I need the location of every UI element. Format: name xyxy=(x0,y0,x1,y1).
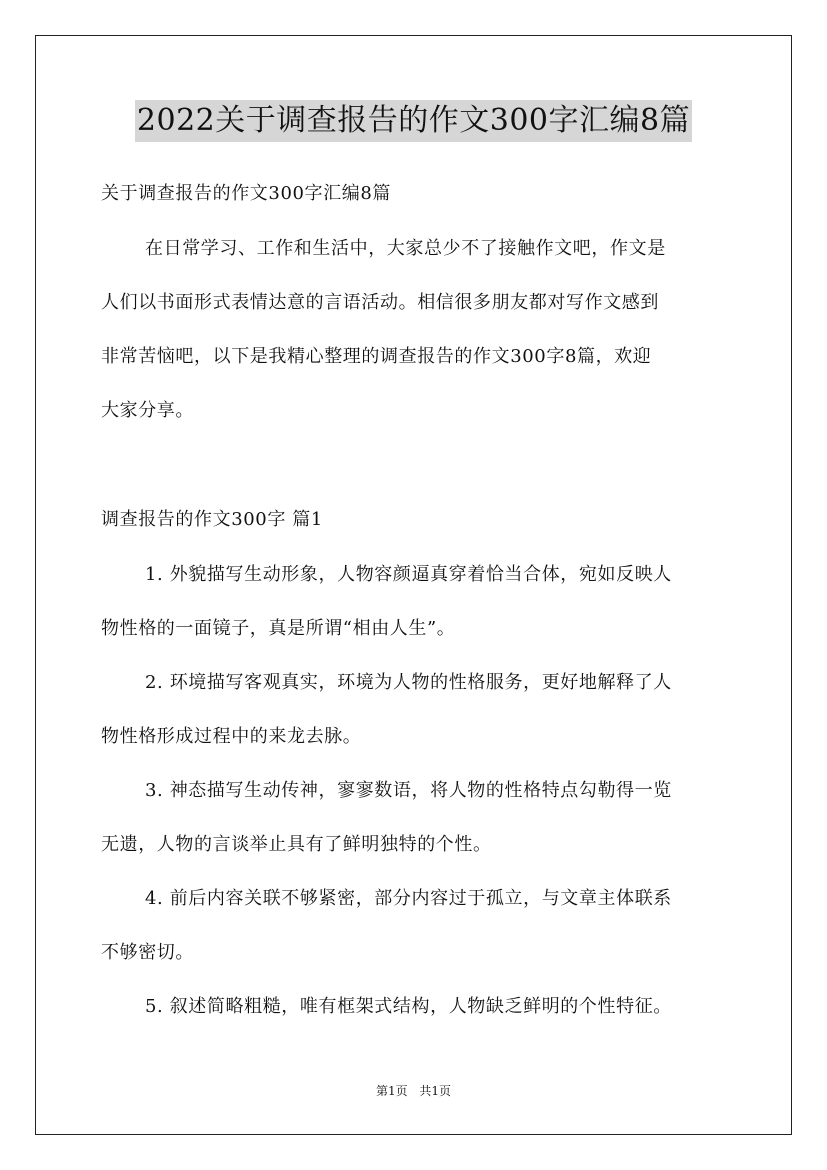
body-line: 1. 外貌描写生动形象，人物容颜逼真穿着恰当合体，宛如反映人 xyxy=(145,564,672,585)
document-title: 2022关于调查报告的作文300字汇编8篇 xyxy=(135,100,692,142)
title-block xyxy=(0,100,827,142)
section-heading: 调查报告的作文300字 篇1 xyxy=(101,509,323,530)
intro-line: 非常苦恼吧，以下是我精心整理的调查报告的作文300字8篇，欢迎 xyxy=(101,346,652,367)
body-line: 4. 前后内容关联不够紧密，部分内容过于孤立，与文章主体联系 xyxy=(145,888,672,909)
intro-line: 在日常学习、工作和生活中，大家总少不了接触作文吧，作文是 xyxy=(145,238,666,259)
page-number: 第1页 xyxy=(375,1084,408,1098)
body-line: 5. 叙述简略粗糙，唯有框架式结构，人物缺乏鲜明的个性特征。 xyxy=(145,996,672,1017)
page-footer xyxy=(0,1083,827,1099)
body-line: 物性格的一面镜子，真是所谓“相由人生”。 xyxy=(101,618,456,639)
body-line: 物性格形成过程中的来龙去脉。 xyxy=(101,726,362,747)
subtitle-line: 关于调查报告的作文300字汇编8篇 xyxy=(101,183,392,204)
intro-line: 大家分享。 xyxy=(101,400,194,421)
intro-line: 人们以书面形式表情达意的言语活动。相信很多朋友都对写作文感到 xyxy=(101,292,659,313)
body-line: 2. 环境描写客观真实，环境为人物的性格服务，更好地解释了人 xyxy=(145,672,672,693)
page-total: 共1页 xyxy=(419,1084,452,1098)
body-line: 无遗，人物的言谈举止具有了鲜明独特的个性。 xyxy=(101,834,492,855)
body-line: 3. 神态描写生动传神，寥寥数语，将人物的性格特点勾勒得一览 xyxy=(145,780,672,801)
body-line: 不够密切。 xyxy=(101,942,194,963)
